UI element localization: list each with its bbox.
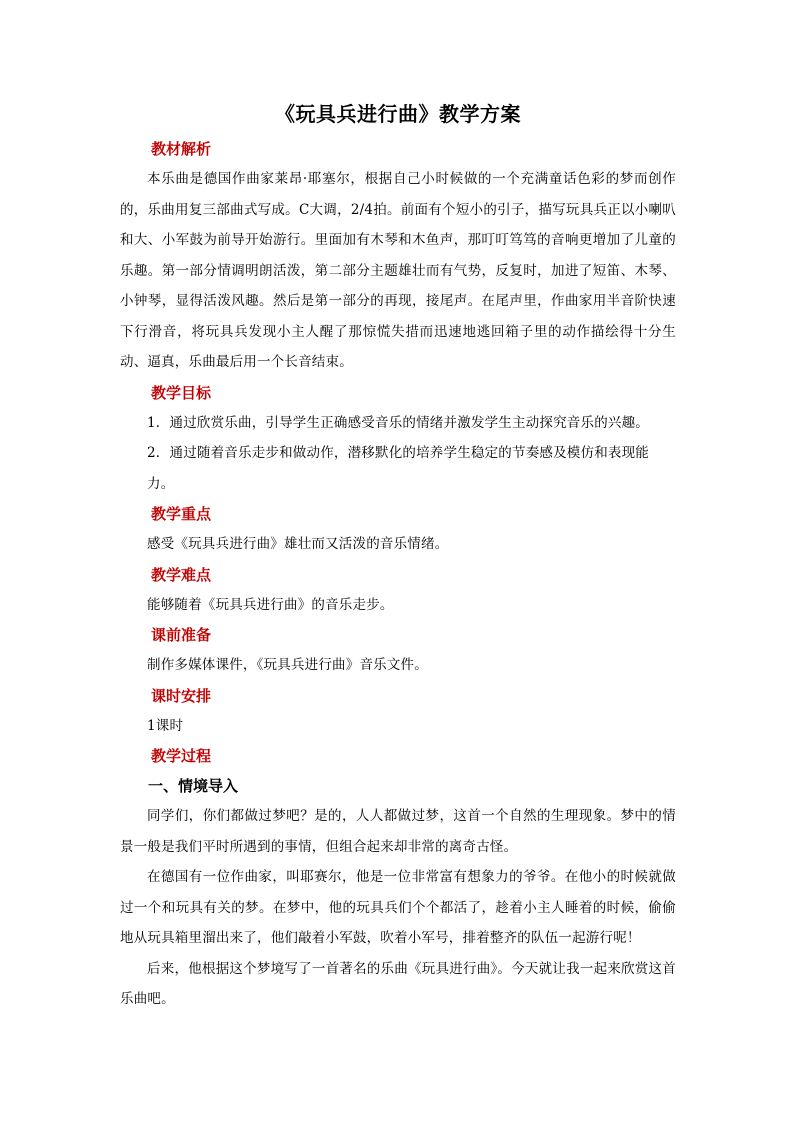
difficulties-text: 能够随着《玩具兵进行曲》的音乐走步。 — [147, 596, 394, 613]
preparation-text: 制作多媒体课件，《玩具兵进行曲》音乐文件。 — [147, 657, 428, 673]
heading-process: 教学过程 — [151, 747, 212, 765]
analysis-paragraph: 本乐曲是德国作曲家莱昂·耶塞尔，根据自己小时候做的一个充满童话色彩的梦而创作的，乐曲用复三部曲式写成。C大调，2/4拍。前面有个短小的引子，描写玩具兵正以小喇叭和大、小军鼓为前导开始游行。里面加有木琴和木鱼声，那叮叮笃笃的音响更增加了儿童的乐趣。第一部分情调明朗活泼，第二部分主题雄壮而有气势，反复时，加进了短笛、木琴、小钟琴，显得活泼风趣。然后是第一部分的再现，接尾声。在尾声里，作曲家用半音阶快速下行滑音，将玩具兵发现小主人醒了那惊慌失措而迅速地逃回箱子里的动作描绘得十分生动、逼真，乐曲最后用一个长音结束。 — [120, 171, 676, 370]
heading-preparation: 课前准备 — [151, 626, 212, 644]
heading-difficulties: 教学难点 — [151, 565, 212, 584]
schedule-text: 1课时 — [147, 717, 184, 734]
document-title: 《玩具兵进行曲》教学方案 — [275, 102, 521, 126]
subheading-situation-intro: 一、情境导入 — [148, 777, 239, 795]
heading-schedule: 课时安排 — [151, 686, 212, 705]
goal-item-2: 2．通过随着音乐走步和做动作，潜移默化的培养学生稳定的节奏感及模仿和表现能力。 — [147, 445, 649, 492]
key-points-text: 感受《玩具兵进行曲》雄壮而又活泼的音乐情绪。 — [147, 536, 449, 552]
heading-analysis: 教材解析 — [151, 140, 212, 158]
process-paragraph-2: 在德国有一位作曲家，叫耶赛尔，他是一位非常富有想象力的爷爷。在他小的时候就做过一个和玩具有关的梦。在梦中，他的玩具兵们个个都活了，趁着小主人睡着的时候，偷偷地从玩具箱里溜出来了，他们敲着小军鼓，吹着小军号，排着整齐的队伍一起游行呢！ — [120, 869, 676, 946]
heading-goals: 教学目标 — [151, 383, 212, 402]
heading-key-points: 教学重点 — [151, 505, 212, 523]
process-paragraph-1: 同学们，你们都做过梦吧？是的，人人都做过梦，这首一个自然的生理现象。梦中的情景一般是我们平时所遇到的事情，但组合起来却非常的离奇古怪。 — [120, 808, 676, 855]
goal-item-1: 1．通过欣赏乐曲，引导学生正确感受音乐的情绪并激发学生主动探究音乐的兴趣。 — [147, 414, 649, 431]
process-paragraph-3: 后来，他根据这个梦境写了一首著名的乐曲《玩具进行曲》。今天就让我一起来欣赏这首乐曲吧。 — [120, 960, 676, 1007]
